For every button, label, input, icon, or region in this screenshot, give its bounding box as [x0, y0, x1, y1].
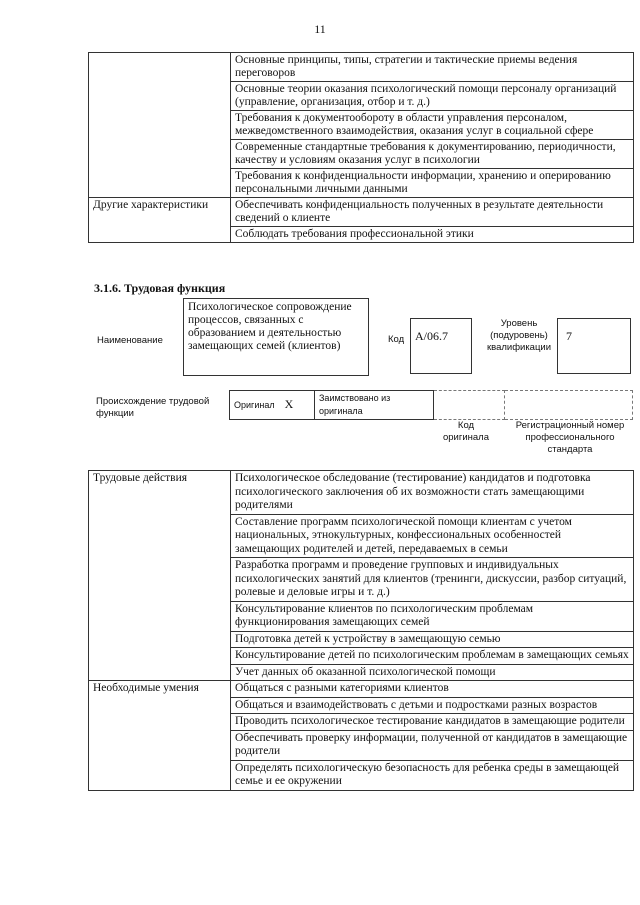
table-cell: Требования к документообороту в области управления персоналом, межведомственного взаимодействия, оказания услуг в социальной сфере: [231, 111, 634, 140]
table-cell: Консультирование клиентов по психологическим проблемам функционирования замещающих семей: [231, 601, 634, 631]
name-value: Психологическое сопровождение процессов, связанных с образованием и деятельностью замещающих семей (клиентов): [183, 298, 369, 376]
table-cell: Подготовка детей к устройству в замещающую семью: [231, 631, 634, 648]
table-cell: Основные теории оказания психологический помощи персоналу организаций (управление, организация, отбор и т. д.): [231, 82, 634, 111]
code-label: Код: [388, 334, 405, 345]
original-cell: [230, 391, 315, 420]
code-value: A/06.7: [410, 318, 472, 374]
table-cell: Составление программ психологической помощи клиентам с учетом национальных, этнокультурных, конфессиональных особенностей замещающих родителей и детей, передаваемых в семьи: [231, 514, 634, 558]
table-cell: Определять психологическую безопасность для ребенка среды в замещающей семье и ее окружении: [231, 760, 634, 790]
top-table: [88, 52, 634, 243]
origin-table: [229, 390, 633, 420]
table-cell: Требования к конфиденциальности информации, хранению и оперированию персональными личными данными: [231, 169, 634, 198]
table-cell: Психологическое обследование (тестирование) кандидатов и подготовка психологического заключения об их возможности стать замещающими родителями: [231, 471, 634, 515]
borrowed-label: Заимствовано из оригинала: [315, 391, 434, 420]
code-original-label: Код оригинала: [442, 420, 489, 443]
row-label: [89, 53, 231, 198]
code-original-cell: [434, 391, 505, 420]
table-cell: Общаться с разными категориями клиентов: [231, 681, 634, 698]
table-cell: Обеспечивать конфиденциальность полученных в результате деятельности сведений о клиенте: [231, 198, 634, 227]
table-cell: Соблюдать требования профессиональной этики: [231, 227, 634, 243]
original-label: Оригинал: [234, 400, 275, 410]
level-label: Уровень (подуровень) квалификации: [486, 318, 552, 353]
origin-label: Происхождение трудовой функции: [96, 396, 210, 419]
table-cell: Учет данных об оказанной психологической помощи: [231, 664, 634, 681]
row-label: Необходимые умения: [89, 681, 231, 791]
table-cell: Проводить психологическое тестирование кандидатов в замещающие родители: [231, 714, 634, 731]
name-label: Наименование: [97, 335, 163, 346]
row-label: Трудовые действия: [89, 471, 231, 681]
table-cell: Разработка программ и проведение групповых и индивидуальных психологических занятий для клиентов (тренинги, дискуссии, разбор ситуаций, ролевые и деловые игры и т. д.): [231, 558, 634, 602]
section-heading: 3.1.6. Трудовая функция: [94, 281, 226, 295]
original-mark: X: [284, 397, 294, 411]
main-table: [88, 470, 634, 791]
reg-number-label: Регистрационный номер профессионального стандарта: [515, 420, 625, 455]
table-cell: Основные принципы, типы, стратегии и тактические приемы ведения переговоров: [231, 53, 634, 82]
table-cell: Общаться и взаимодействовать с детьми и подростками разных возрастов: [231, 697, 634, 714]
page-number: 11: [314, 22, 326, 36]
level-value: 7: [557, 318, 631, 374]
table-cell: Современные стандартные требования к документированию, периодичности, качеству и условиям оказания услуг в психологии: [231, 140, 634, 169]
reg-number-cell: [505, 391, 633, 420]
row-label: Другие характеристики: [89, 198, 231, 243]
table-cell: Обеспечивать проверку информации, полученной от кандидатов в замещающие родители: [231, 730, 634, 760]
table-cell: Консультирование детей по психологическим проблемам в замещающих семьях: [231, 648, 634, 665]
